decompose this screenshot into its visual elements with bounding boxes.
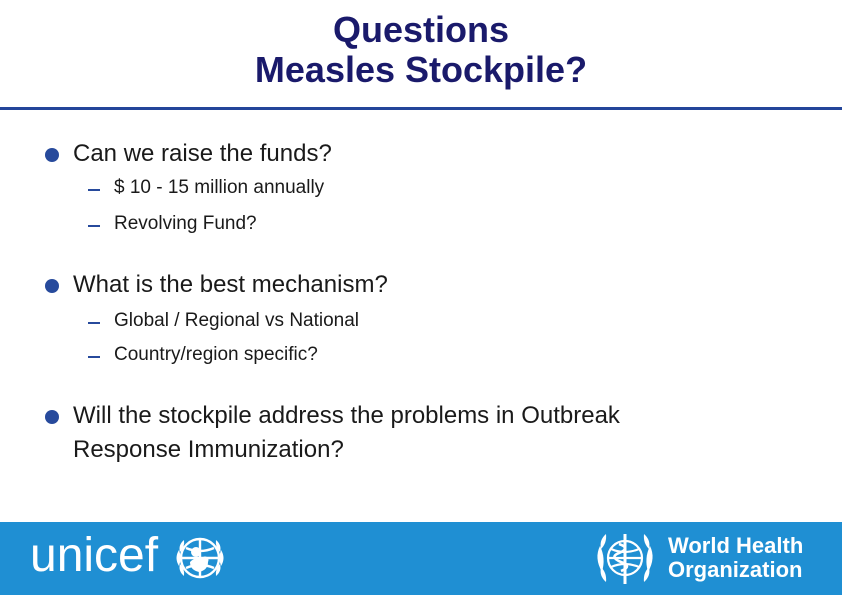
title-line-1: Questions <box>332 9 510 50</box>
bullet-item-3 <box>45 399 825 467</box>
bullet-text-line-1: Will the stockpile address the problems in Outbreak <box>73 402 620 429</box>
bullet-text: Can we raise the funds? <box>73 140 332 167</box>
bullet-text: What is the best mechanism? <box>73 271 388 298</box>
bullet-text-line-2: Response Immunization? <box>73 436 344 463</box>
bullet-dot-icon <box>45 279 59 293</box>
dash-icon <box>88 322 100 324</box>
sub-item-text: Country/region specific? <box>114 344 318 365</box>
bullet-item-2 <box>45 268 825 302</box>
unicef-logo-text: unicef <box>30 529 159 582</box>
who-logo-line-1: World Health <box>668 533 804 558</box>
bullet-dot-icon <box>45 148 59 162</box>
sub-item-1-1 <box>88 176 788 200</box>
dash-icon <box>88 356 100 358</box>
who-logo-text <box>668 534 803 582</box>
who-emblem-icon <box>592 528 658 590</box>
dash-icon <box>88 189 100 191</box>
title-line-2: Measles Stockpile? <box>254 49 588 90</box>
sub-item-text: Revolving Fund? <box>114 213 257 234</box>
who-logo-line-2: Organization <box>668 557 803 582</box>
dash-icon <box>88 225 100 227</box>
sub-item-text: Global / Regional vs National <box>114 310 360 331</box>
sub-item-text: $ 10 - 15 million annually <box>114 177 325 198</box>
footer-logo-bar <box>0 522 842 595</box>
sub-item-1-2 <box>88 212 788 236</box>
sub-item-2-2 <box>88 343 788 367</box>
bullet-item-1 <box>45 137 825 171</box>
unicef-emblem-icon <box>172 530 228 586</box>
bullet-dot-icon <box>45 410 59 424</box>
sub-item-2-1 <box>88 309 788 333</box>
